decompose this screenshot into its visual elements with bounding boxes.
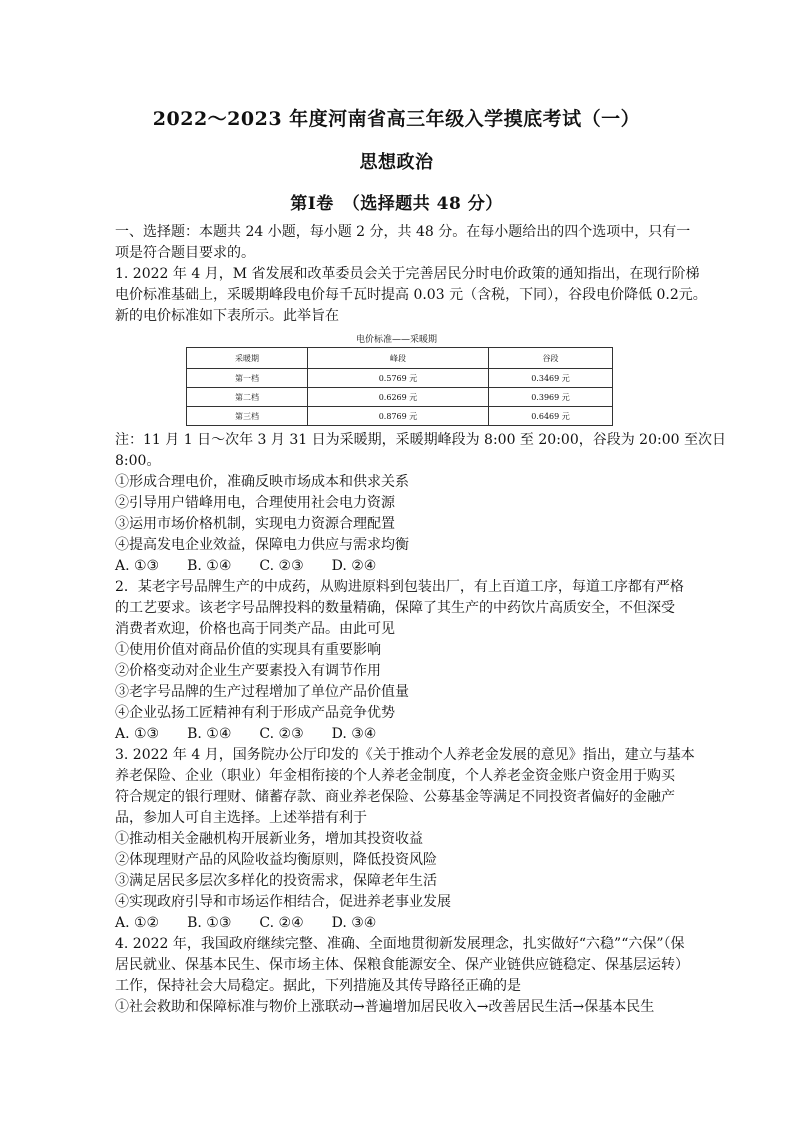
exam-title: 2022～2023 年度河南省高三年级入学摸底考试（一） — [152, 108, 641, 130]
q3-stem-line: 符合规定的银行理财、储蓄存款、商业养老保险、公募基金等满足不同投资者偏好的金融产 — [115, 789, 675, 805]
q1-stem-line: 电价标准基础上，采暖期峰段电价每千瓦时提高 0.03 元（含税，下同），谷段电价降低 0.2元。 — [115, 287, 707, 303]
price-table — [186, 347, 613, 426]
table-cell: 0.8769 元 — [308, 407, 489, 426]
q3-option: ②体现理财产品的风险收益均衡原则，降低投资风险 — [115, 852, 437, 868]
table-cell: 0.5769 元 — [308, 369, 489, 388]
table-header-cell: 谷段 — [489, 348, 613, 369]
q3-option: ④实现政府引导和市场运作相结合，促进养老事业发展 — [115, 894, 451, 910]
table-cell: 第三档 — [187, 407, 308, 426]
table-cell: 0.6269 元 — [308, 388, 489, 407]
table-header-row — [187, 348, 613, 369]
q1-option: ②引导用户错峰用电，合理使用社会电力资源 — [115, 495, 395, 511]
table-cell: 第一档 — [187, 369, 308, 388]
table-row — [187, 407, 613, 426]
instructions-line: 一、选择题：本题共 24 小题，每小题 2 分，共 48 分。在每小题给出的四个选项中，只有一 — [115, 224, 691, 240]
q1-note-line: 注：11 月 1 日～次年 3 月 31 日为采暖期，采暖期峰段为 8:00 至 20:00，谷段为 20:00 至次日 — [115, 432, 726, 448]
table-cell: 0.6469 元 — [489, 407, 613, 426]
q1-answer-choices: A. ①③ B. ①④ C. ②③ D. ②④ — [115, 558, 377, 574]
price-table-caption: 电价标准——采暖期 — [355, 335, 437, 345]
q2-option: ①使用价值对商品价值的实现具有重要影响 — [115, 642, 381, 658]
q2-stem-line: 消费者欢迎，价格也高于同类产品。由此可见 — [115, 621, 395, 637]
q2-stem-line: 2．某老字号品牌生产的中成药，从购进原料到包装出厂，有上百道工序，每道工序都有严格 — [115, 579, 684, 595]
q3-option: ③满足居民多层次多样化的投资需求，保障老年生活 — [115, 873, 437, 889]
q2-answer-choices: A. ①③ B. ①④ C. ②③ D. ③④ — [115, 726, 377, 742]
subject-title: 思想政治 — [359, 152, 434, 173]
q1-note-line: 8:00。 — [115, 453, 161, 469]
q1-option: ④提高发电企业效益，保障电力供应与需求均衡 — [115, 537, 409, 553]
q2-stem-line: 的工艺要求。该老字号品牌投料的数量精确，保障了其生产的中药饮片高质安全，不但深受 — [115, 600, 675, 616]
q2-option: ③老字号品牌的生产过程增加了单位产品价值量 — [115, 684, 409, 700]
q4-stem-line: 居民就业、保基本民生、保市场主体、保粮食能源安全、保产业链供应链稳定、保基层运转） — [115, 957, 689, 973]
table-row — [187, 388, 613, 407]
q2-option: ②价格变动对企业生产要素投入有调节作用 — [115, 663, 381, 679]
q3-option: ①推动相关金融机构开展新业务，增加其投资收益 — [115, 831, 423, 847]
q3-stem-line: 养老保险、企业（职业）年金相衔接的个人养老金制度，个人养老金资金账户资金用于购买 — [115, 768, 675, 784]
q4-option: ①社会救助和保障标准与物价上涨联动→普遍增加居民收入→改善居民生活→保基本民生 — [115, 999, 655, 1015]
table-header-cell: 采暖期 — [187, 348, 308, 369]
table-cell: 第二档 — [187, 388, 308, 407]
q1-option: ①形成合理电价，准确反映市场成本和供求关系 — [115, 474, 409, 490]
q2-option: ④企业弘扬工匠精神有利于形成产品竞争优势 — [115, 705, 395, 721]
q4-stem-line: 4. 2022 年，我国政府继续完整、准确、全面地贯彻新发展理念，扎实做好“六稳”“六保”（保 — [115, 936, 685, 952]
q3-stem-line: 品，参加人可自主选择。上述举措有利于 — [115, 810, 367, 826]
q3-answer-choices: A. ①② B. ①③ C. ②④ D. ③④ — [115, 915, 377, 931]
q1-stem-line: 1. 2022 年 4 月，M 省发展和改革委员会关于完善居民分时电价政策的通知指出，在现行阶梯 — [115, 266, 700, 282]
q1-option: ③运用市场价格机制，实现电力资源合理配置 — [115, 516, 395, 532]
table-cell: 0.3469 元 — [489, 369, 613, 388]
table-header-cell: 峰段 — [308, 348, 489, 369]
q3-stem-line: 3. 2022 年 4 月，国务院办公厅印发的《关于推动个人养老金发展的意见》指出，建立与基本 — [115, 747, 695, 763]
q4-stem-line: 工作，保持社会大局稳定。据此，下列措施及其传导路径正确的是 — [115, 978, 521, 994]
table-cell: 0.3969 元 — [489, 388, 613, 407]
instructions-line: 项是符合题目要求的。 — [115, 245, 255, 261]
section-title: 第Ⅰ卷 （选择题共 48 分） — [290, 194, 503, 214]
q1-stem-line: 新的电价标准如下表所示。此举旨在 — [115, 308, 339, 324]
table-row — [187, 369, 613, 388]
